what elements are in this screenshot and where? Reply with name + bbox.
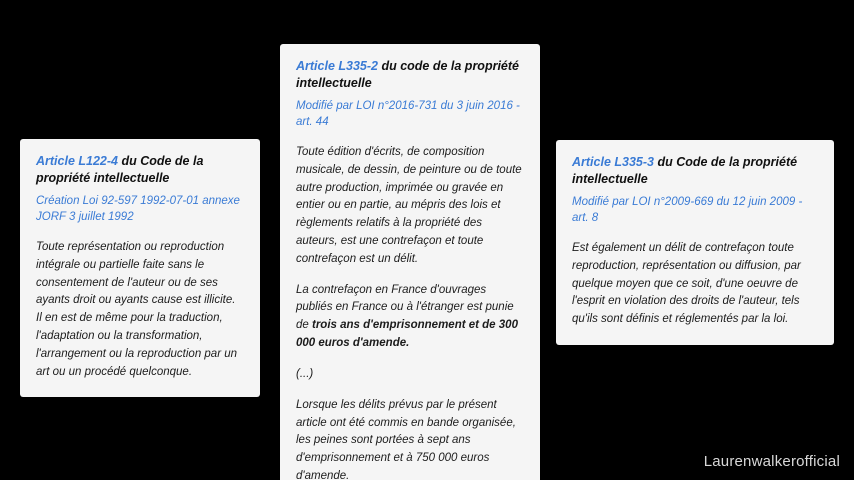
article-reference: Article L122-4: [36, 154, 118, 168]
card-paragraph-ellipsis: (...): [296, 367, 314, 380]
article-title-rest: du Code de la propriété intellectuelle: [572, 155, 798, 186]
card-title: [36, 153, 244, 187]
article-reference: Article L335-2: [296, 59, 378, 73]
article-title-rest: du code de la propriété intellectuelle: [296, 59, 519, 90]
law-card-l122-4: [20, 139, 260, 397]
card-paragraph: Toute édition d'écrits, de composition musicale, de dessin, de peinture ou de toute autre production, imprimée ou gravée en entier ou en partie, au mépris des lois et règlements relatifs à la propriété des auteurs, est une contrefaçon et toute contrefaçon est un délit.: [296, 145, 522, 265]
card-subtitle: Création Loi 92-597 1992-07-01 annexe JORF 3 juillet 1992: [36, 194, 240, 223]
article-title-rest: du Code de la propriété intellectuelle: [36, 154, 204, 185]
watermark-text: Laurenwalkerofficial: [703, 453, 840, 470]
card-subtitle: Modifié par LOI n°2016-731 du 3 juin 2016 - art. 44: [296, 99, 520, 128]
card-paragraph: Lorsque les délits prévus par le présent article ont été commis en bande organisée, les peines sont portées à sept ans d'emprisonnement et à 750 000 euros d'amende.: [296, 398, 516, 480]
law-card-l335-2: [280, 44, 540, 480]
card-title: [572, 154, 818, 188]
card-paragraph-emphasized: [296, 282, 524, 353]
law-card-l335-3: [556, 140, 834, 345]
article-reference: Article L335-3: [572, 155, 654, 169]
card-title: [296, 58, 524, 92]
card-subtitle: Modifié par LOI n°2009-669 du 12 juin 2009 - art. 8: [572, 195, 803, 224]
card-paragraph: Est également un délit de contrefaçon toute reproduction, représentation ou diffusion, par quelque moyen que ce soit, d'une oeuvre de l'esprit en violation des droits de l'auteur, tels qu'ils sont définis et réglementés par la loi.: [572, 241, 801, 326]
card-paragraph: Toute représentation ou reproduction intégrale ou partielle faite sans le consentement de l'auteur ou de ses ayants droit ou ayants cause est illicite. Il en est de même pour la traduction, l'adaptation ou la transformation, l'arrangement ou la reproduction par un art ou un procédé quelconque.: [36, 240, 238, 378]
paragraph-bold-penalty: trois ans d'emprisonnement et de 300 000 euros d'amende.: [296, 319, 518, 350]
paragraph-lead: La contrefaçon en France d'ouvrages publiés en France ou à l'étranger est punie de: [296, 283, 514, 332]
